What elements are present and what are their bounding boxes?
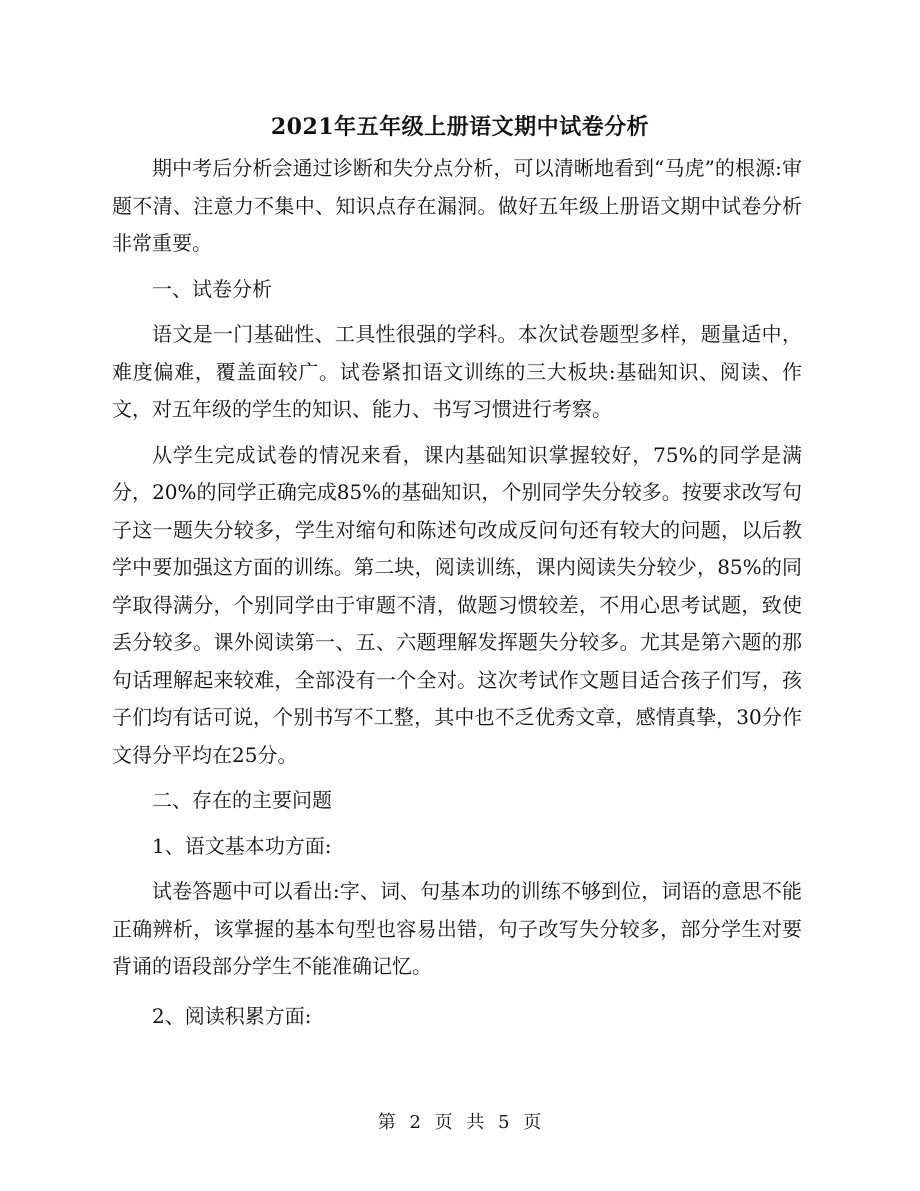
intro-paragraph: 期中考后分析会通过诊断和失分点分析，可以清晰地看到“马虎”的根源:审题不清、注意力不集中、知识点存在漏洞。做好五年级上册语文期中试卷分析非常重要。	[112, 156, 802, 255]
basic-skills-paragraph: 试卷答题中可以看出:字、词、句基本功的训练不够到位，词语的意思不能正确辨析，该掌握的基本句型也容易出错，句子改写失分较多，部分学生对要背诵的语段部分学生不能准确记忆。	[112, 879, 802, 978]
subsection-heading-reading: 2、阅读积累方面:	[152, 1003, 312, 1028]
section-heading-paper-analysis: 一、试卷分析	[152, 276, 272, 301]
student-performance-paragraph: 从学生完成试卷的情况来看，课内基础知识掌握较好，75%的同学是满分，20%的同学正确完成85%的基础知识，个别同学失分较多。按要求改写句子这一题失分较多，学生对缩句和陈述句改成反问句还有较大的问题，以后教学中要加强这方面的训练。第二块，阅读训练，课内阅读失分较少，85%的同学取得满分，个别同学由于审题不清，做题习惯较差，不用心思考试题，致使丢分较多。课外阅读第一、五、六题理解发挥题失分较多。尤其是第六题的那句话理解起来较难，全部没有一个全对。这次考试作文题目适合孩子们写，孩子们均有话可说，个别书写不工整，其中也不乏优秀文章，感情真挚，30分作文得分平均在25分。	[112, 442, 802, 767]
document-title: 2021年五年级上册语文期中试卷分析	[270, 114, 650, 140]
paper-overview-paragraph: 语文是一门基础性、工具性很强的学科。本次试卷题型多样，题量适中，难度偏难，覆盖面较广。试卷紧扣语文训练的三大板块:基础知识、阅读、作文，对五年级的学生的知识、能力、书写习惯进行考察。	[112, 322, 802, 421]
page-number-footer: 第 2 页 共 5 页	[377, 1112, 543, 1133]
subsection-heading-basic-skills: 1、语文基本功方面:	[152, 833, 332, 858]
document-body	[112, 150, 802, 1035]
section-heading-main-problems: 二、存在的主要问题	[152, 788, 332, 812]
